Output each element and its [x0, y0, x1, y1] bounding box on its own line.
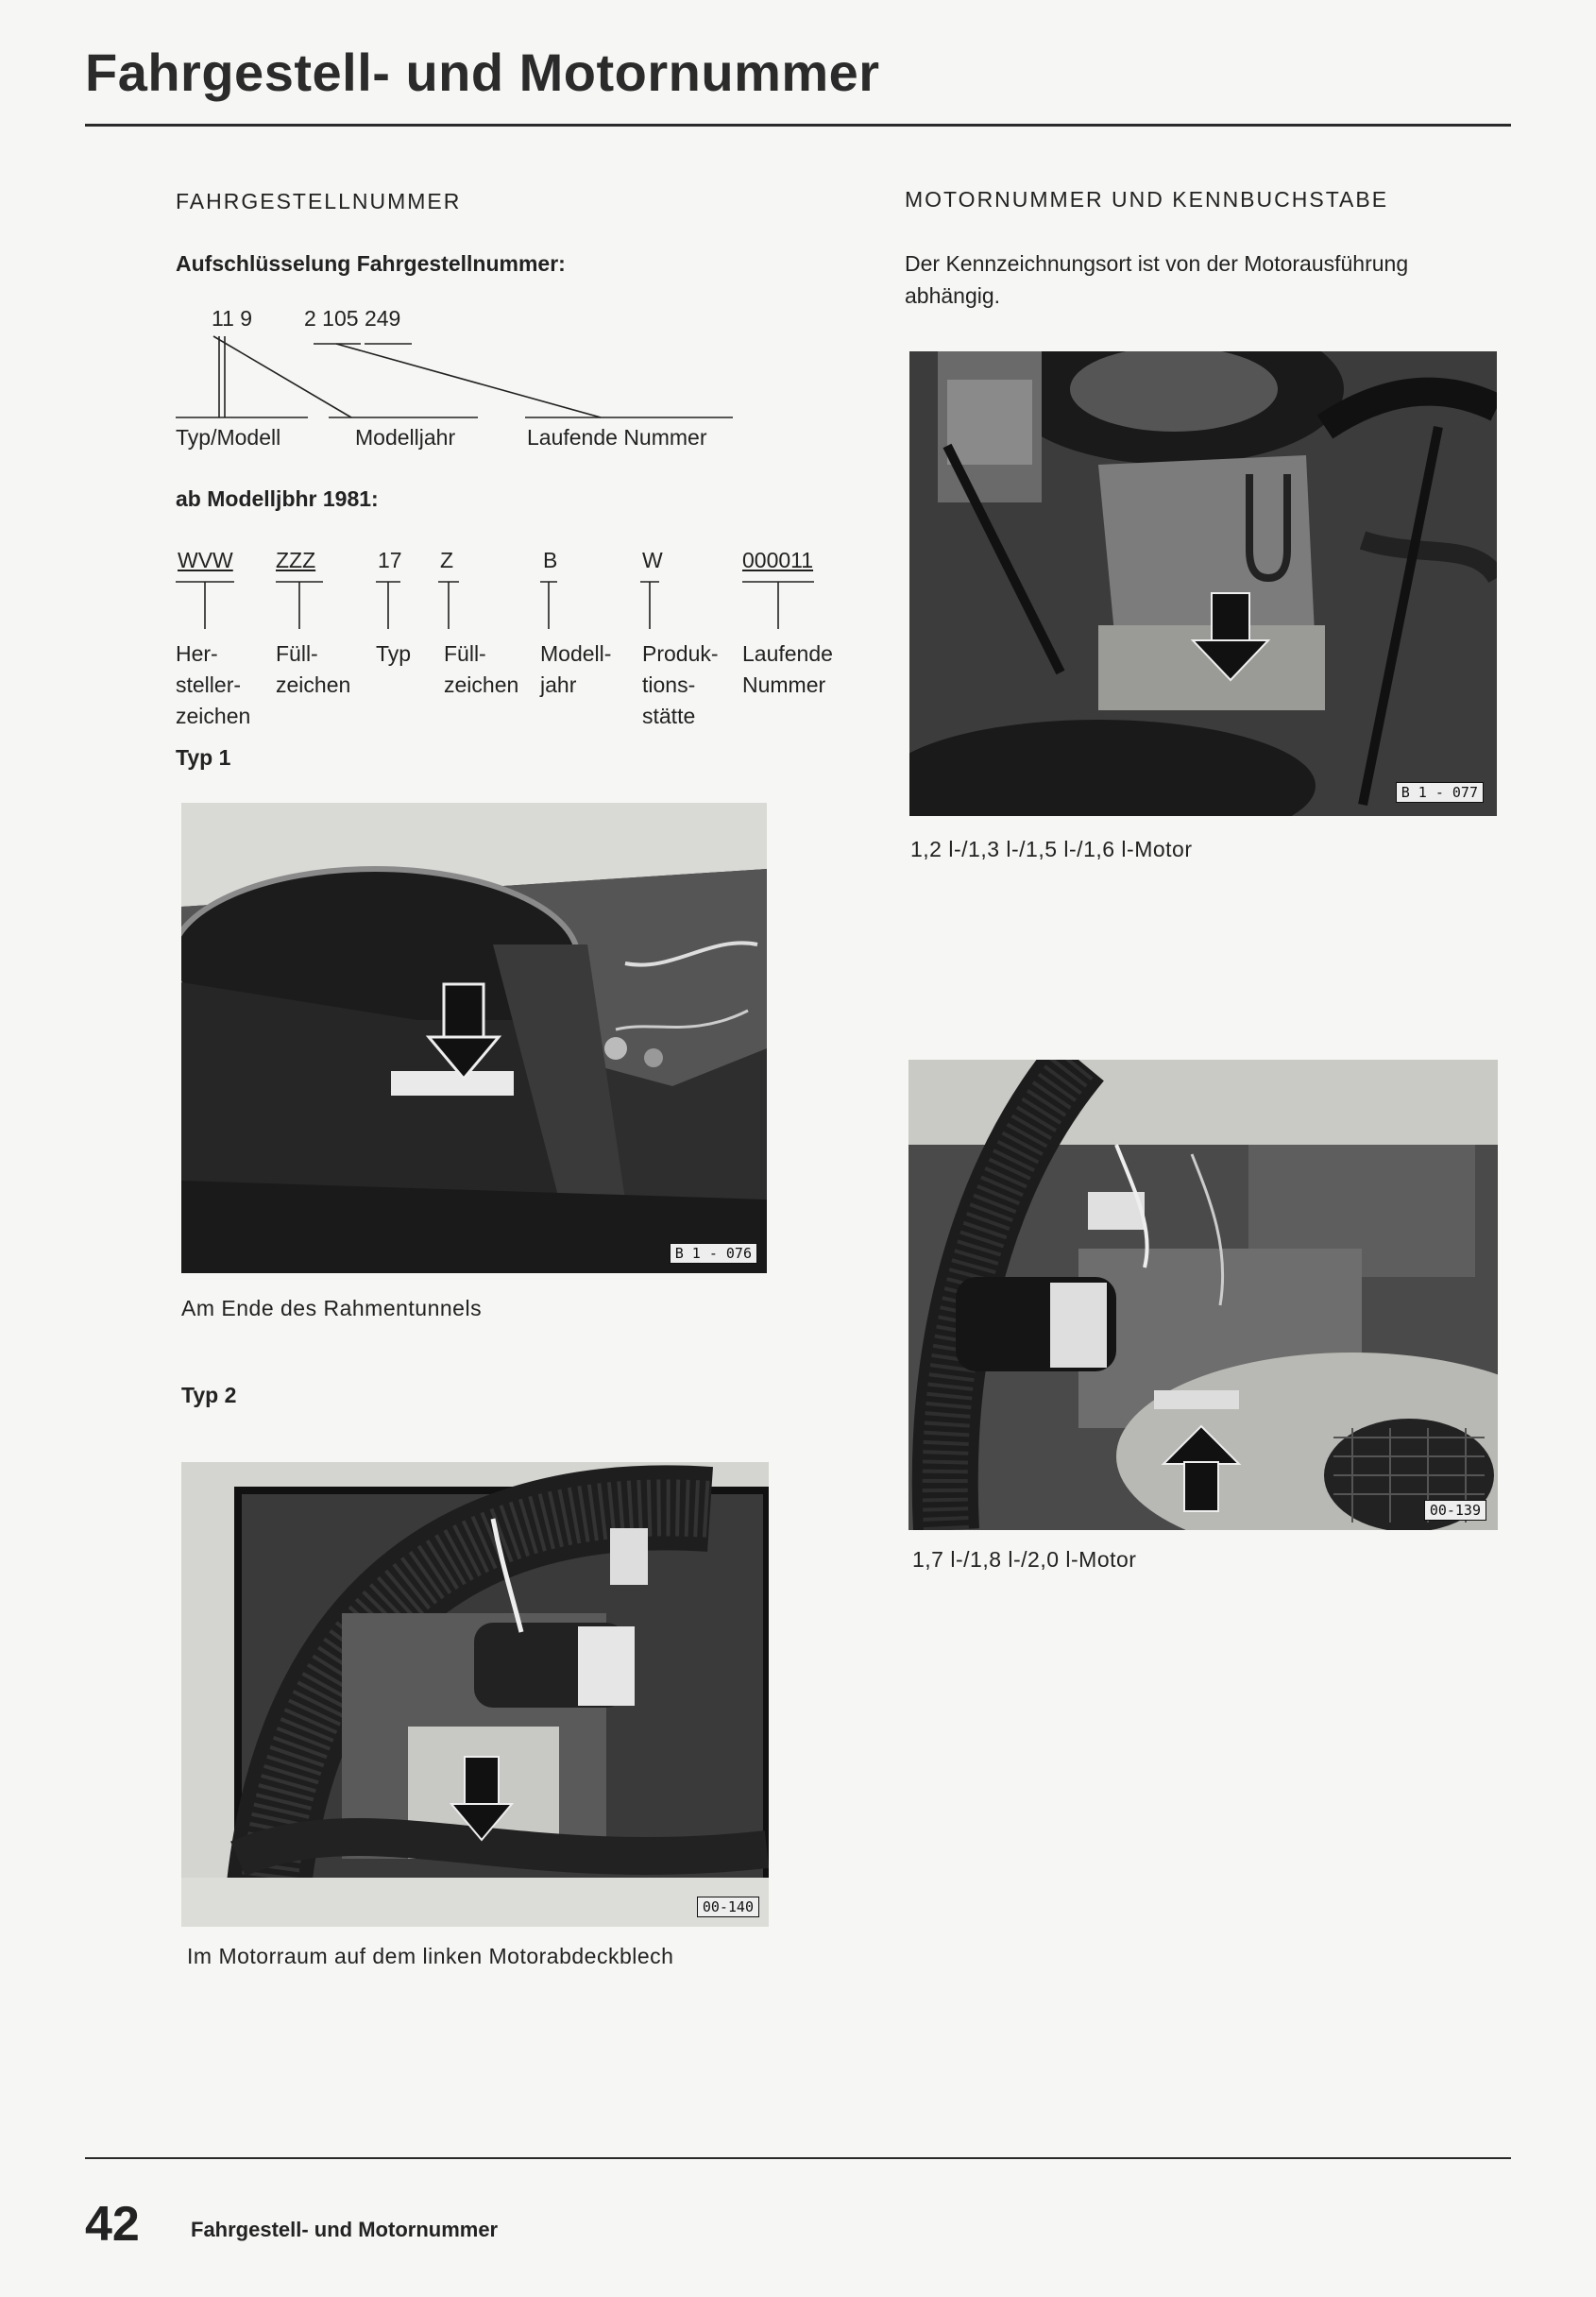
vin-code-serial: 000011 [742, 548, 814, 572]
footer-rule [85, 2157, 1511, 2159]
photo3-caption: 1,2 l-/1,3 l-/1,5 l-/1,6 l-Motor [910, 837, 1193, 861]
vin-desc-filler2: Füll- zeichen [444, 641, 519, 697]
photo2-code: 00-140 [697, 1897, 759, 1917]
breakdown-label: Aufschlüsselung Fahrgestellnummer: [176, 251, 566, 276]
vin-code-filler1: ZZZ [276, 548, 316, 572]
vin-desc-serial: Laufende Nummer [742, 641, 833, 697]
typ1-label: Typ 1 [176, 745, 231, 770]
vin-desc-model-year: Modell- jahr [540, 641, 612, 697]
vin-code-model-year: B [543, 548, 558, 572]
page-number: 42 [85, 2197, 140, 2252]
photo2-caption: Im Motorraum auf dem linken Motorabdeckblech [187, 1944, 674, 1968]
page-title: Fahrgestell- und Motornummer [85, 43, 880, 102]
photo1-caption: Am Ende des Rahmentunnels [181, 1296, 483, 1320]
engine-section-title: MOTORNUMMER UND KENNBUCHSTABE [905, 187, 1389, 212]
footer-title: Fahrgestell- und Motornummer [191, 2218, 499, 2241]
chassis-section-title: FAHRGESTELLNUMMER [176, 189, 462, 213]
vin-code-plant: W [642, 548, 663, 572]
photo3-code: B 1 - 077 [1396, 782, 1484, 803]
photo4-code: 00-139 [1424, 1500, 1486, 1521]
photo-chassis-typ1 [181, 803, 767, 1273]
photo4-caption: 1,7 l-/1,8 l-/2,0 l-Motor [912, 1547, 1137, 1572]
vin-desc-plant: Produk- tions- stätte [642, 641, 719, 728]
since-1981-label: ab Modelljbhr 1981: [176, 486, 379, 511]
vin-part2: 2 105 249 [304, 306, 401, 331]
engine-intro-text: Der Kennzeichnungsort ist von der Motorausführung abhängig. [905, 251, 1409, 308]
photo-chassis-typ2 [181, 1462, 769, 1927]
vin-desc-filler1: Füll- zeichen [276, 641, 351, 697]
vin-code-manufacturer: WVW [178, 548, 233, 572]
vin-desc-manufacturer: Her- steller- zeichen [176, 641, 251, 728]
vin-label-type: Typ/Modell [176, 425, 281, 450]
vin-part1: 11 9 [212, 306, 253, 331]
typ2-label: Typ 2 [181, 1383, 237, 1407]
vin-label-year: Modelljahr [355, 425, 456, 450]
photo-engine-large [908, 1060, 1498, 1530]
vin-label-serial: Laufende Nummer [527, 425, 707, 450]
photo1-code: B 1 - 076 [670, 1243, 757, 1264]
vin-code-filler2: Z [440, 548, 454, 572]
header-rule [85, 124, 1511, 127]
photo-engine-small [909, 351, 1497, 816]
vin-old-connector-lines [176, 331, 761, 425]
vin-desc-type: Typ [376, 641, 412, 666]
vin-1981-tick-marks [176, 574, 837, 640]
vin-code-type: 17 [378, 548, 402, 572]
